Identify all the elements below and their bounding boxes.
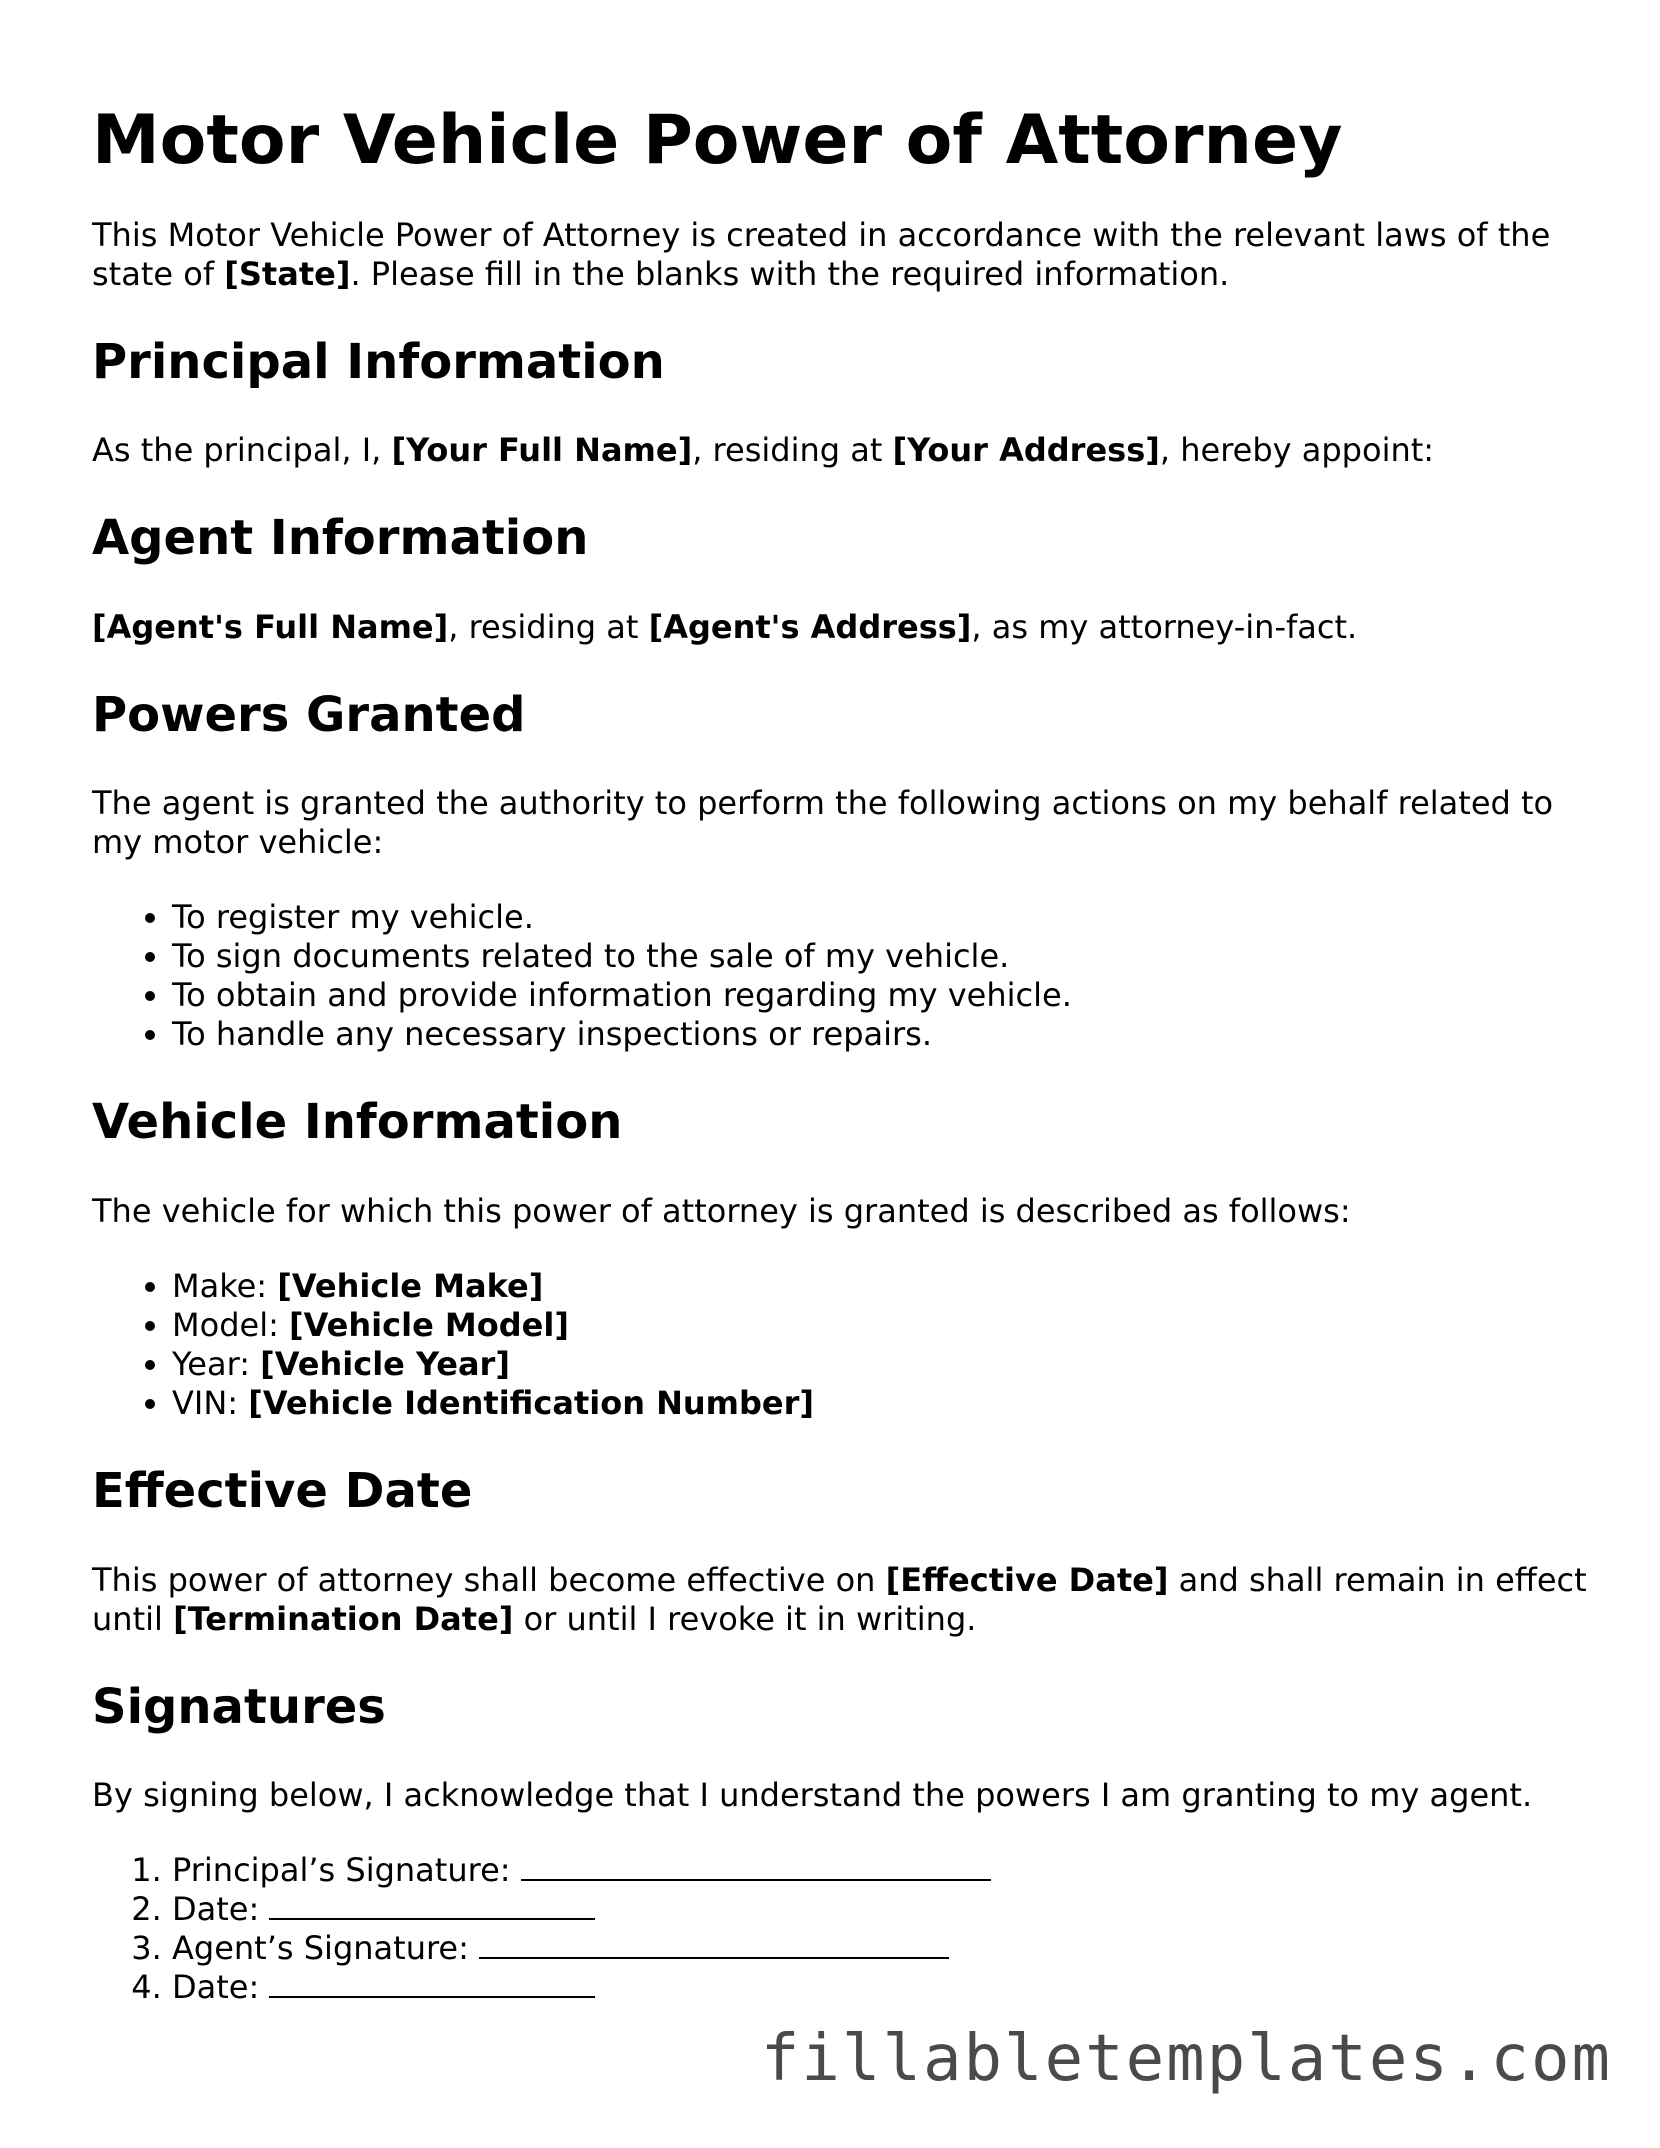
list-item: • To handle any necessary inspections or repairs. [172,1015,1592,1054]
vehicle-year-item: • Year: [Vehicle Year] [172,1345,1592,1384]
agent-signature-line: 3. Agent’s Signature: [172,1929,1592,1968]
agent-heading: Agent Information [92,510,589,567]
effective-date-placeholder: [Effective Date] [885,1560,1169,1599]
vehicle-paragraph: The vehicle for which this power of attorney is granted is described as follows: [92,1191,1351,1230]
agent-date-line: 4. Date: [172,1968,1592,2007]
agent-name-placeholder: [Agent's Full Name] [92,607,449,646]
powers-paragraph: The agent is granted the authority to perform the following actions on my behalf related to my motor vehicle: [92,784,1554,862]
watermark: fillabletemplates.com [760,2022,1612,2096]
vehicle-vin-item: • VIN: [Vehicle Identification Number] [172,1384,1592,1423]
vehicle-make-item: • Make: [Vehicle Make] [172,1267,1592,1306]
principal-date-line: 2. Date: [172,1890,1592,1929]
state-placeholder: [State] [224,254,351,293]
intro-paragraph: This Motor Vehicle Power of Attorney is created in accordance with the relevant laws of the state of [State]. Please fill in the blanks with the required information. [92,215,1551,293]
signatures-heading: Signatures [92,1678,386,1735]
agent-signature-blank[interactable] [479,1929,949,1959]
effective-paragraph: This power of attorney shall become effective on [Effective Date] and shall remain in effect until [Termination Date] or until I revoke it in writing. [92,1560,1587,1638]
list-item: • To register my vehicle. [172,898,1592,937]
effective-heading: Effective Date [92,1462,473,1519]
termination-date-placeholder: [Termination Date] [173,1599,514,1638]
principal-name-placeholder: [Your Full Name] [391,431,693,470]
principal-signature-blank[interactable] [521,1851,991,1881]
vehicle-list [92,1267,1592,1423]
principal-date-blank[interactable] [269,1890,595,1920]
document [92,100,1592,2047]
vehicle-heading: Vehicle Information [92,1094,623,1151]
principal-heading: Principal Information [92,333,665,390]
agent-address-placeholder: [Agent's Address] [648,607,972,646]
list-item: • To sign documents related to the sale of my vehicle. [172,937,1592,976]
principal-address-placeholder: [Your Address] [892,431,1160,470]
principal-signature-line: 1. Principal’s Signature: [172,1851,1592,1890]
signatures-paragraph: By signing below, I acknowledge that I understand the powers I am granting to my agent. [92,1776,1533,1815]
vehicle-model-item: • Model: [Vehicle Model] [172,1306,1592,1345]
powers-heading: Powers Granted [92,686,526,743]
document-title: Motor Vehicle Power of Attorney [92,101,1343,180]
agent-paragraph: [Agent's Full Name], residing at [Agent's Address], as my attorney-in-fact. [92,607,1358,646]
signatures-list [92,1851,1592,2007]
list-item: • To obtain and provide information regarding my vehicle. [172,976,1592,1015]
agent-date-blank[interactable] [269,1968,595,1998]
powers-list [92,898,1592,1054]
principal-paragraph: As the principal, I, [Your Full Name], residing at [Your Address], hereby appoint: [92,431,1435,470]
